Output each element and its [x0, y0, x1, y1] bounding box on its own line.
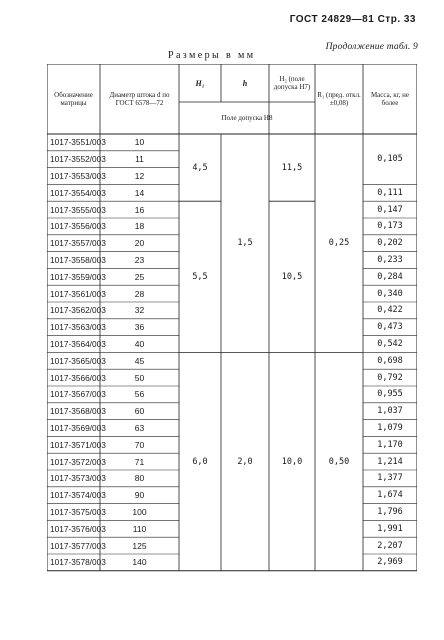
diameter-cell: 11: [135, 154, 144, 165]
mass-cell: 1,796: [377, 506, 403, 517]
h1-cell: 6,0: [192, 456, 208, 467]
mass-cell: 1,991: [377, 523, 403, 534]
r1-cell: 0,25: [328, 238, 350, 249]
matrix-designation-cell: 1017-3559/003: [50, 271, 106, 282]
mass-cell: 0,173: [377, 221, 403, 232]
diameter-cell: 23: [134, 254, 145, 265]
diameter-cell: 60: [134, 406, 145, 417]
h2-cell: 11,5: [281, 162, 303, 173]
header-r1: R₁ (пред. откл. ±0,08): [317, 91, 361, 107]
mass-cell: 0,340: [377, 288, 403, 299]
mass-cell: 1,377: [377, 473, 403, 484]
mass-cell: 0,284: [377, 271, 403, 282]
matrix-designation-cell: 1017-3563/003: [50, 322, 106, 333]
diameter-cell: 56: [134, 389, 145, 400]
diameter-cell: 25: [134, 271, 145, 282]
table-continuation-label: Продолжение табл. 9: [325, 42, 418, 52]
mass-cell: 0,111: [377, 187, 403, 198]
diameter-cell: 16: [134, 204, 145, 215]
diameter-cell: 18: [134, 221, 145, 232]
mass-cell: 0,473: [377, 322, 403, 333]
diameter-cell: 100: [132, 506, 147, 517]
matrix-designation-cell: 1017-3565/003: [50, 355, 106, 366]
h2-cell: 10,0: [281, 456, 303, 467]
mass-cell: 2,969: [377, 557, 403, 568]
header-diameter: Диаметр штока d по ГОСТ 6578—72: [109, 91, 170, 107]
mass-cell: 0,147: [377, 204, 403, 215]
h-cell: 1,5: [237, 238, 253, 249]
mass-cell: 1,079: [377, 422, 403, 433]
matrix-designation-cell: 1017-3574/003: [50, 490, 106, 501]
diameter-cell: 110: [132, 523, 147, 534]
diameter-cell: 140: [132, 557, 147, 568]
header-mass: Масса, кг, не более: [370, 91, 410, 107]
matrix-designation-cell: 1017-3551/003: [50, 137, 106, 148]
header-h2: H₂ (поле допуска H7): [273, 75, 311, 91]
matrix-designation-cell: 1017-3561/003: [50, 288, 106, 299]
mass-cell: 0,202: [377, 238, 403, 249]
matrix-designation-cell: 1017-3573/003: [50, 473, 106, 484]
dimensions-table: [47, 64, 417, 576]
page-header: ГОСТ 24829—81 Стр. 33: [289, 14, 416, 25]
mass-cell: 0,233: [377, 254, 403, 265]
diameter-cell: 40: [134, 338, 145, 349]
mass-cell: 1,214: [377, 456, 403, 467]
matrix-designation-cell: 1017-3553/003: [50, 170, 106, 181]
diameter-cell: 50: [134, 372, 145, 383]
mass-cell: 0,422: [377, 305, 403, 316]
diameter-cell: 20: [134, 238, 145, 249]
diameter-cell: 14: [134, 187, 145, 198]
matrix-designation-cell: 1017-3568/003: [50, 406, 106, 417]
h-cell: 2,0: [237, 456, 253, 467]
mass-cell: 0,698: [377, 355, 403, 366]
mass-cell: 0,792: [377, 372, 403, 383]
diameter-cell: 125: [132, 540, 147, 551]
mass-cell: 0,955: [377, 389, 403, 400]
mass-cell: 2,207: [377, 540, 403, 551]
diameter-cell: 10: [134, 137, 145, 148]
matrix-designation-cell: 1017-3564/003: [50, 338, 106, 349]
matrix-designation-cell: 1017-3552/003: [50, 154, 106, 165]
matrix-designation-cell: 1017-3576/003: [50, 523, 106, 534]
mass-cell: 1,674: [377, 490, 403, 501]
matrix-designation-cell: 1017-3562/003: [50, 305, 106, 316]
diameter-cell: 63: [134, 422, 145, 433]
matrix-designation-cell: 1017-3555/003: [50, 204, 106, 215]
r1-cell: 0,50: [328, 456, 350, 467]
diameter-cell: 80: [134, 473, 145, 484]
matrix-designation-cell: 1017-3571/003: [50, 439, 106, 450]
matrix-designation-cell: 1017-3572/003: [50, 456, 106, 467]
diameter-cell: 90: [134, 490, 145, 501]
matrix-designation-cell: 1017-3558/003: [50, 254, 106, 265]
dimensions-note: Размеры в мм: [168, 50, 256, 61]
matrix-designation-cell: 1017-3566/003: [50, 372, 106, 383]
mass-cell: 0,542: [377, 338, 403, 349]
diameter-cell: 45: [134, 355, 145, 366]
diameter-cell: 70: [134, 439, 145, 450]
matrix-designation-cell: 1017-3577/003: [50, 540, 106, 551]
header-h1: H₁: [195, 78, 205, 88]
matrix-designation-cell: 1017-3575/003: [50, 506, 106, 517]
mass-cell-merged: 0,105: [377, 154, 403, 165]
header-tolerance: Поле допуска H8: [221, 114, 273, 122]
diameter-cell: 32: [134, 305, 145, 316]
matrix-designation-cell: 1017-3567/003: [50, 389, 106, 400]
header-h: h: [242, 78, 248, 88]
mass-cell: 1,170: [377, 439, 403, 450]
diameter-cell: 28: [134, 288, 145, 299]
header-designation: Обозначение матрицы: [54, 91, 93, 107]
diameter-cell: 12: [134, 170, 145, 181]
h1-cell: 4,5: [192, 162, 208, 173]
matrix-designation-cell: 1017-3578/003: [50, 557, 106, 568]
diameter-cell: 36: [134, 322, 145, 333]
matrix-designation-cell: 1017-3569/003: [50, 422, 106, 433]
matrix-designation-cell: 1017-3557/003: [50, 238, 106, 249]
diameter-cell: 71: [134, 456, 145, 467]
matrix-designation-cell: 1017-3554/003: [50, 187, 106, 198]
mass-cell: 1,037: [377, 406, 403, 417]
matrix-designation-cell: 1017-3556/003: [50, 221, 106, 232]
h2-cell: 10,5: [281, 271, 303, 282]
h1-cell: 5,5: [192, 271, 208, 282]
